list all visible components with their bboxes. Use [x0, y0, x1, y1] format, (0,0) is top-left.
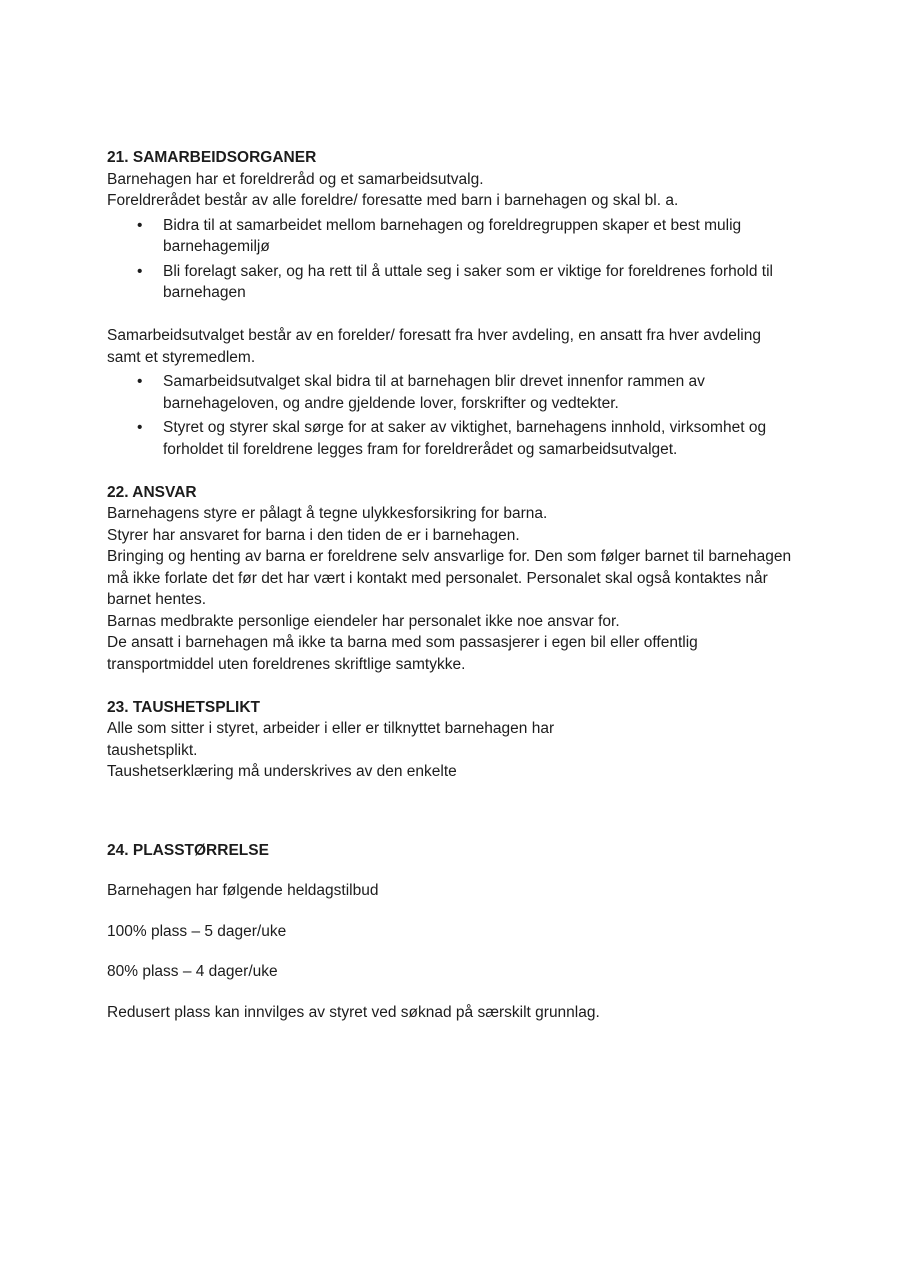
section-taushetsplikt [107, 697, 797, 783]
bullet-text: Samarbeidsutvalget skal bidra til at barnehagen blir drevet innenfor rammen av barnehageloven, og andre gjeldende lover, forskrifter og vedtekter. [163, 373, 705, 412]
paragraph: Alle som sitter i styret, arbeider i eller er tilknyttet barnehagen har [107, 720, 555, 737]
paragraph: 80% plass – 4 dager/uke [107, 963, 278, 980]
paragraph: Styrer har ansvaret for barna i den tiden de er i barnehagen. [107, 526, 520, 544]
paragraph: Taushetserklæring må underskrives av den enkelte [107, 763, 457, 780]
paragraph: Samarbeidsutvalget består av en forelder/ foresatt fra hver avdeling, en ansatt fra hver avdeling samt et styremedlem. [107, 327, 761, 366]
paragraph: 100% plass – 5 dager/uke [107, 922, 287, 940]
paragraph: Barnehagen har følgende heldagstilbud [107, 882, 379, 899]
section-ansvar [107, 482, 797, 676]
bullet-item [107, 215, 797, 258]
bullet-icon: • [137, 262, 143, 280]
paragraph: Barnehagens styre er pålagt å tegne ulykkesforsikring for barna. [107, 505, 548, 522]
bullet-text: Styret og styrer skal sørge for at saker av viktighet, barnehagens innhold, virksomhet og forholdet til foreldrene legges fram for foreldrerådet og samarbeidsutvalget. [163, 419, 767, 458]
bullet-text: Bidra til at samarbeidet mellom barnehagen og foreldregruppen skaper et best mulig barnehagemiljø [163, 216, 742, 255]
paragraph: Redusert plass kan innvilges av styret ved søknad på særskilt grunnlag. [107, 1003, 600, 1021]
bullet-item [107, 261, 797, 304]
bullet-text: Bli forelagt saker, og ha rett til å uttale seg i saker som er viktige for foreldrenes forhold til barnehagen [163, 262, 773, 301]
section-plasstorrelse [107, 840, 797, 1024]
foreldrerad-bullet-list [107, 215, 797, 304]
paragraph: Foreldrerådet består av alle foreldre/ foresatte med barn i barnehagen og skal bl. a. [107, 192, 679, 209]
section-23-heading: 23. TAUSHETSPLIKT [107, 698, 261, 716]
paragraph: taushetsplikt. [107, 741, 198, 759]
paragraph: Barnas medbrakte personlige eiendeler har personalet ikke noe ansvar for. [107, 612, 620, 630]
bullet-item [107, 371, 797, 414]
samarbeidsutvalg-bullet-list [107, 371, 797, 460]
bullet-icon: • [137, 373, 143, 390]
bullet-icon: • [137, 419, 143, 436]
paragraph: De ansatt i barnehagen må ikke ta barna med som passasjerer i egen bil eller offentlig transportmiddel uten foreldrenes skriftlige samtykke. [107, 634, 698, 673]
paragraph: Bringing og henting av barna er foreldrene selv ansvarlige for. Den som følger barnet til barnehagen må ikke forlate det før det har vært i kontakt med personalet. Personalet skal også kontaktes når barnet hentes. [107, 548, 792, 608]
section-samarbeidsorganer [107, 147, 797, 460]
section-21-heading: 21. SAMARBEIDSORGANER [107, 149, 317, 166]
document-content [107, 147, 797, 1023]
bullet-icon: • [137, 216, 143, 234]
paragraph: Barnehagen har et foreldreråd og et samarbeidsutvalg. [107, 170, 484, 188]
section-22-heading: 22. ANSVAR [107, 483, 197, 501]
bullet-item [107, 417, 797, 460]
section-24-heading: 24. PLASSTØRRELSE [107, 841, 269, 859]
